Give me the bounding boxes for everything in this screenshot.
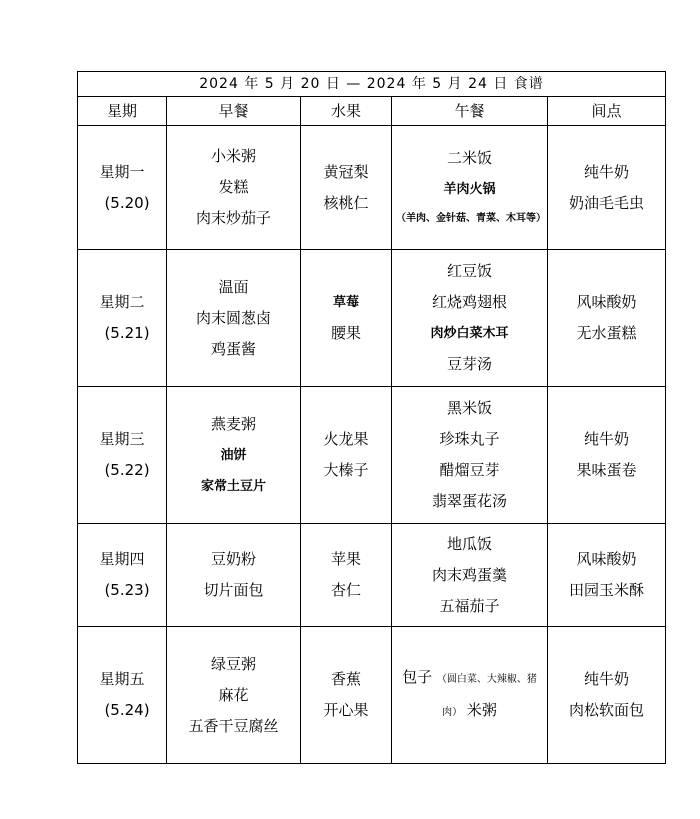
header-day: 星期 [78, 97, 167, 126]
breakfast-item: 鸡蛋酱 [210, 339, 256, 358]
fruit-item: 核桃仁 [323, 193, 369, 212]
fruit-cell [301, 387, 392, 524]
fruit-item: 大榛子 [323, 461, 369, 479]
breakfast-item: 肉末圆葱卤 [195, 308, 271, 327]
day-date: (5.21) [104, 324, 150, 342]
fruit-item: 开心果 [323, 701, 369, 719]
breakfast-item: 麻花 [218, 685, 249, 704]
lunch-item: 红烧鸡翅根 [431, 293, 507, 311]
snack-item: 风味酸奶 [576, 293, 637, 311]
lunch-item: 羊肉火锅 [443, 181, 496, 197]
breakfast-item: 豆奶粉 [210, 550, 256, 568]
lunch-cell [392, 126, 548, 250]
lunch-item: 地瓜饭 [446, 534, 492, 553]
breakfast-item: 肉末炒茄子 [195, 209, 271, 227]
day-row-tuesday [78, 250, 666, 387]
lunch-line-1 [396, 662, 543, 695]
snack-cell [548, 126, 666, 250]
fruit-item: 腰果 [330, 324, 361, 342]
lunch-cell [392, 250, 548, 387]
snack-item: 奶油毛毛虫 [569, 193, 645, 212]
snack-item: 田园玉米酥 [569, 581, 645, 599]
snack-cell [548, 387, 666, 524]
fruit-cell [301, 250, 392, 387]
day-cell [78, 387, 167, 524]
day-row-monday [78, 126, 666, 250]
lunch-cell [392, 387, 548, 524]
fruit-item: 杏仁 [330, 581, 361, 599]
day-date: (5.20) [104, 193, 150, 212]
header-row [78, 97, 666, 126]
day-name: 星期三 [99, 430, 145, 448]
day-row-wednesday [78, 387, 666, 524]
snack-item: 无水蛋糕 [576, 324, 637, 342]
menu-title-row [78, 72, 666, 97]
snack-item: 纯牛奶 [584, 430, 630, 448]
day-date: (5.23) [104, 581, 150, 599]
snack-item: 肉松软面包 [569, 701, 645, 719]
fruit-item: 黄冠梨 [323, 162, 369, 181]
breakfast-item: 温面 [218, 277, 249, 296]
lunch-cell [392, 524, 548, 627]
header-breakfast: 早餐 [167, 97, 301, 126]
day-name: 星期四 [99, 550, 145, 568]
fruit-item: 香蕉 [330, 670, 361, 688]
day-date: (5.24) [104, 701, 150, 719]
lunch-note: （羊肉、金针菇、青菜、木耳等） [396, 212, 546, 224]
snack-cell [548, 627, 666, 764]
fruit-item: 火龙果 [323, 430, 369, 448]
day-cell [78, 250, 167, 387]
lunch-cell [392, 627, 548, 764]
breakfast-item: 小米粥 [210, 147, 256, 165]
breakfast-item: 油饼 [220, 447, 247, 463]
breakfast-item: 燕麦粥 [210, 414, 256, 433]
day-row-friday [78, 627, 666, 764]
day-date: (5.22) [104, 461, 150, 479]
header-lunch: 午餐 [392, 97, 548, 126]
snack-cell [548, 524, 666, 627]
fruit-cell [301, 627, 392, 764]
lunch-item: 二米饭 [446, 148, 492, 167]
fruit-item: 草莓 [332, 295, 359, 310]
lunch-item: 翡翠蛋花汤 [431, 492, 507, 510]
lunch-item: 黑米饭 [446, 399, 492, 417]
breakfast-item: 发糕 [218, 178, 249, 196]
day-cell [78, 627, 167, 764]
breakfast-item: 家常土豆片 [200, 478, 266, 494]
breakfast-item: 五香干豆腐丝 [188, 716, 279, 735]
day-name: 星期五 [99, 670, 145, 688]
lunch-item: 米粥 [466, 701, 497, 719]
lunch-note: 肉） [442, 707, 463, 718]
lunch-item: 红豆饭 [446, 262, 492, 280]
header-fruit: 水果 [301, 97, 392, 126]
day-cell [78, 126, 167, 250]
day-row-thursday [78, 524, 666, 627]
header-snack: 间点 [548, 97, 666, 126]
breakfast-cell [167, 524, 301, 627]
lunch-item: 醋熘豆芽 [439, 461, 500, 479]
breakfast-cell [167, 387, 301, 524]
day-name: 星期二 [99, 293, 145, 311]
breakfast-item: 切片面包 [203, 581, 264, 599]
lunch-item: 五福茄子 [439, 596, 500, 615]
day-cell [78, 524, 167, 627]
lunch-item: 肉炒白菜木耳 [430, 326, 509, 341]
breakfast-cell [167, 250, 301, 387]
fruit-cell [301, 524, 392, 627]
menu-title: 2024 年 5 月 20 日 — 2024 年 5 月 24 日 食谱 [78, 72, 666, 97]
lunch-note: （圆白菜、大辣椒、猪 [436, 674, 537, 685]
lunch-item: 包子 [402, 668, 433, 686]
breakfast-item: 绿豆粥 [210, 654, 256, 673]
snack-item: 风味酸奶 [576, 550, 637, 568]
fruit-cell [301, 126, 392, 250]
snack-item: 果味蛋卷 [576, 461, 637, 479]
lunch-item: 肉末鸡蛋羹 [431, 565, 507, 584]
breakfast-cell [167, 126, 301, 250]
lunch-item: 珍珠丸子 [439, 430, 500, 448]
breakfast-cell [167, 627, 301, 764]
fruit-item: 苹果 [330, 550, 361, 568]
snack-item: 纯牛奶 [584, 162, 630, 181]
snack-cell [548, 250, 666, 387]
day-name: 星期一 [99, 162, 145, 181]
lunch-item: 豆芽汤 [446, 355, 492, 373]
snack-item: 纯牛奶 [584, 670, 630, 688]
lunch-line-2 [396, 695, 543, 728]
weekly-menu-table [77, 71, 666, 764]
